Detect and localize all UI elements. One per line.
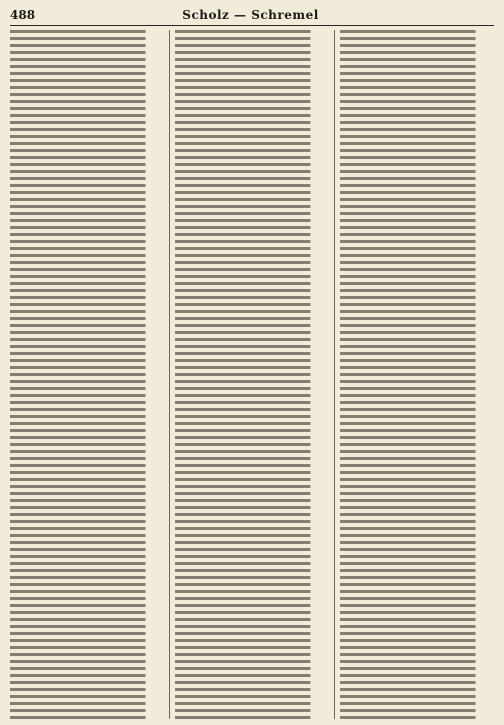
running-head: Scholz — Schremel bbox=[182, 8, 319, 22]
page-number: 488 bbox=[10, 8, 36, 22]
entry-column-right bbox=[334, 30, 494, 719]
illegible-entries bbox=[175, 30, 329, 719]
entry-column-left bbox=[10, 30, 169, 719]
page-header bbox=[10, 8, 494, 26]
entry-columns bbox=[10, 30, 494, 719]
illegible-entries bbox=[10, 30, 164, 719]
illegible-entries bbox=[340, 30, 494, 719]
entry-column-middle bbox=[169, 30, 334, 719]
